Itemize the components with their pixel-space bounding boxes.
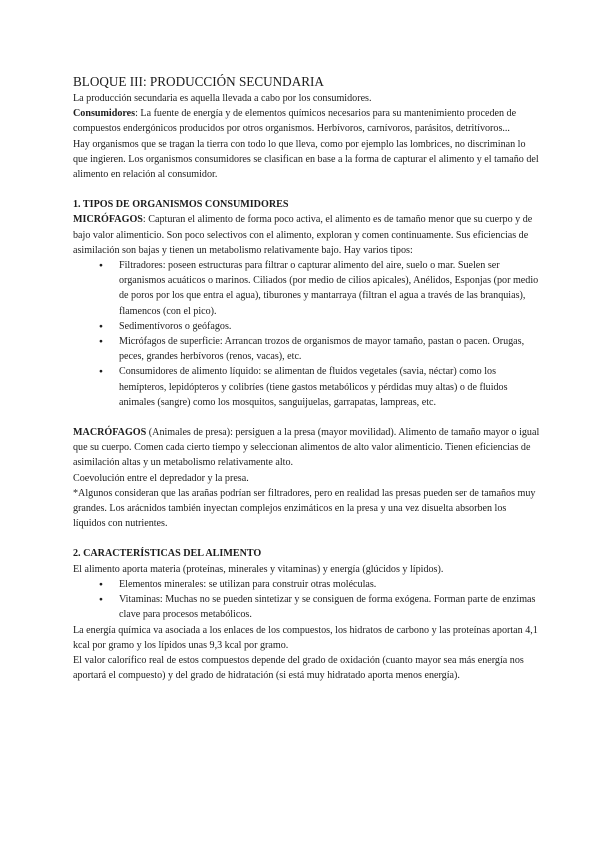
- microphages-term: MICRÓFAGOS: [73, 214, 143, 226]
- consumers-term: Consumidores: [73, 108, 136, 120]
- section1-heading: 1. TIPOS DE ORGANISMOS CONSUMIDORES: [73, 199, 289, 211]
- list-item: ● Micrófagos de superficie: Arrancan trozos de organismos de mayor tamaño, pastan o pacen. Orugas, peces, grandes herbívoros (renos, vacas), etc.: [119, 334, 540, 364]
- microphages-paragraph: [73, 212, 540, 258]
- page-title: BLOQUE III: PRODUCCIÓN SECUNDARIA: [73, 74, 324, 89]
- microphages-text: : Capturan el alimento de forma poco activa, el alimento es de tamaño menor que su cuerpo y de bajo valor alimenticio. Son poco selectivos con el alimento, exploran y comen continuamente. Sus eficiencias de asimilación son bajas y tienen un metabolismo relativamente bajo. Hay varios tipos:: [73, 214, 533, 256]
- food-list: [73, 577, 540, 623]
- list-item: ● Sedimentívoros o geófagos.: [119, 319, 540, 334]
- energy-paragraph: La energía química va asociada a los enlaces de los compuestos, los hidratos de carbono y las proteínas aportan 4,1 kcal por gramo y los lípidos unas 9,3 kcal por gramo.: [73, 624, 538, 651]
- macrophages-text: (Animales de presa): persiguen a la presa (mayor movilidad). Alimento de tamaño mayor o igual que su cuerpo. Comen cada cierto tiempo y seleccionan alimentos de alto valor alimenticio. Tienen eficiencias de asimilación altas y un metabolismo relativamente alto.: [73, 427, 540, 469]
- caloric-paragraph: El valor calorífico real de estos compuestos depende del grado de oxidación (cuanto mayor sea más energía nos aportará el compuesto) y del grado de hidratación (si está muy hidratado aporta menos energía).: [73, 654, 524, 682]
- list-item: ● Elementos minerales: se utilizan para construir otras moléculas.: [119, 577, 540, 592]
- intro-paragraph: La producción secundaria es aquella llevada a cabo por los consumidores.: [73, 93, 372, 104]
- classification-paragraph: Hay organismos que se tragan la tierra con todo lo que lleva, como por ejemplo las lombrices, no discriminan lo que ingieren. Los organismos consumidores se clasifican en base a la forma de capturar el alimento y el tamaño del alimento en relación al consumidor.: [73, 138, 539, 181]
- list-item: ● Filtradores: poseen estructuras para filtrar o capturar alimento del aire, suelo o mar. Suelen ser organismos acuáticos o marinos. Ciliados (por medio de cilios apicales), Anélidos, Esponjas (por medio de poros por los que entra el agua), tiburones y mantarraya (filtran el agua a través de las branquias), flamencos (con el pico).: [119, 258, 540, 319]
- list-item: ● Consumidores de alimento líquido: se alimentan de fluidos vegetales (savia, néctar) como los hemípteros, lepidópteros y colibríes (tiene gastos metabólicos y pérdidas muy altas) o de fluidos animales (sangre) como los mosquitos, sanguijuelas, garrapatas, lampreas, etc.: [119, 364, 540, 410]
- coevolution-paragraph: Coevolución entre el depredador y la presa.: [73, 472, 249, 484]
- macrophages-paragraph: [73, 425, 540, 471]
- list-item: ● Vitaminas: Muchas no se pueden sintetizar y se consiguen de forma exógena. Forman parte de enzimas clave para procesos metabólicos.: [119, 592, 540, 622]
- section2-heading: 2. CARACTERÍSTICAS DEL ALIMENTO: [73, 548, 262, 560]
- consumers-text: : La fuente de energía y de elementos químicos necesarios para su mantenimiento proceden de compuestos endergónicos producidos por otros organismos. Herbívoros, carnívoros, parásitos, detritívoros...: [73, 108, 517, 135]
- consumers-paragraph: [73, 106, 540, 136]
- food-intro-paragraph: El alimento aporta materia (proteínas, minerales y vitaminas) y energía (glúcidos y lípidos).: [73, 563, 444, 575]
- macrophages-term: MACRÓFAGOS: [73, 427, 147, 439]
- microphages-list: [73, 258, 540, 410]
- spiders-note: *Algunos consideran que las arañas podrían ser filtradores, pero en realidad las presas pueden ser de tamaños muy grandes. Los arácnidos también inyectan complejos enzimáticos en la presa y una vez disuelta absorben los líquidos con nutrientes.: [73, 487, 536, 530]
